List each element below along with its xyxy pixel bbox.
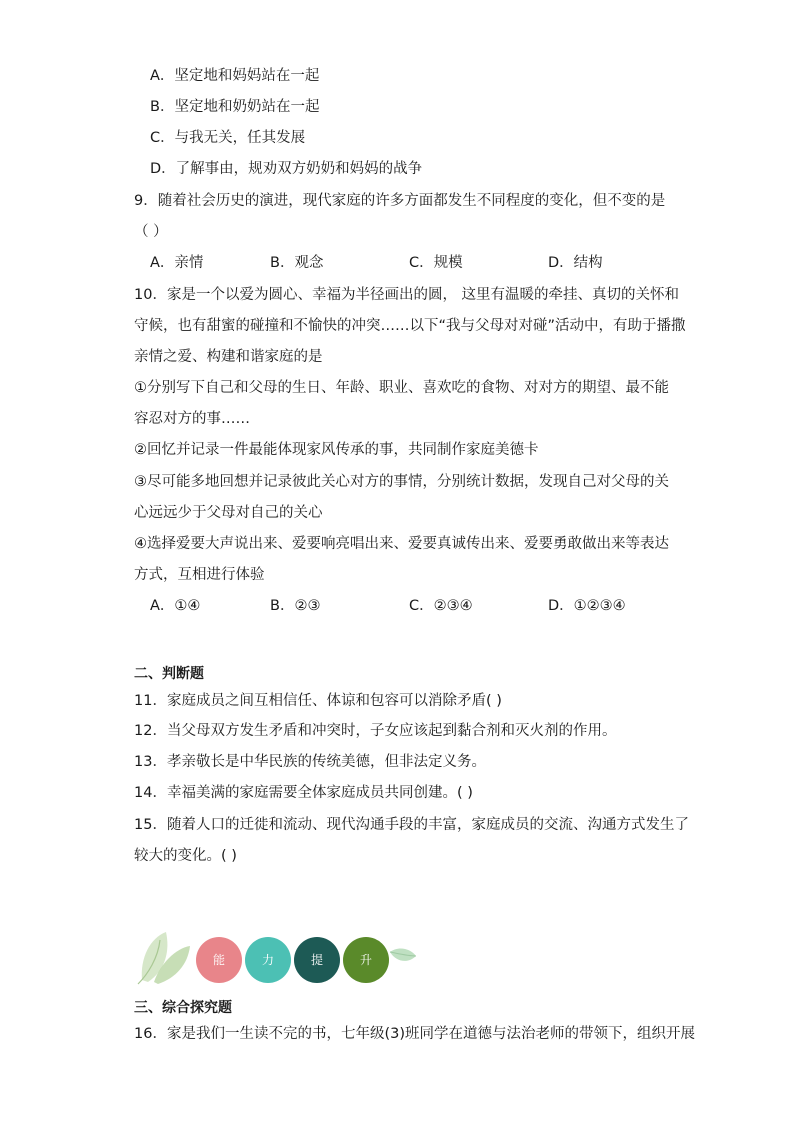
section-3-heading: 三、综合探究题 — [134, 1000, 232, 1016]
q10-line-10: 方式，互相进行体验 — [134, 567, 265, 583]
q10-option-d: D．①②③④ — [548, 598, 626, 614]
q9-option-c: C．规模 — [409, 255, 463, 271]
banner-circle-3: 提 — [294, 937, 340, 983]
section-2-heading: 二、判断题 — [134, 666, 204, 682]
q15-line1: 15．随着人口的迁徙和流动、现代沟通手段的丰富，家庭成员的交流、沟通方式发生了 — [134, 817, 689, 833]
q10-line-4: ①分别写下自己和父母的生日、年龄、职业、喜欢吃的食物、对对方的期望、最不能 — [134, 380, 669, 396]
q10-option-b: B．②③ — [270, 598, 321, 614]
banner-circle-1: 能 — [196, 937, 242, 983]
q10-option-a: A．①④ — [150, 598, 201, 614]
q14: 14．幸福美满的家庭需要全体家庭成员共同创建。( ) — [134, 785, 473, 801]
q9-stem-line2: （ ） — [134, 224, 168, 240]
q10-option-c: C．②③④ — [409, 598, 473, 614]
q9-stem-line1: 9．随着社会历史的演进，现代家庭的许多方面都发生不同程度的变化，但不变的是 — [134, 193, 666, 209]
q8-option-b: B．坚定地和奶奶站在一起 — [150, 99, 320, 115]
q10-line-6: ②回忆并记录一件最能体现家风传承的事，共同制作家庭美德卡 — [134, 442, 539, 458]
q12: 12．当父母双方发生矛盾和冲突时，子女应该起到黏合剂和灭火剂的作用。 — [134, 723, 617, 739]
q10-line-2: 守候，也有甜蜜的碰撞和不愉快的冲突……以下“我与父母对对碰”活动中，有助于播撒 — [134, 318, 686, 334]
q8-option-a: A．坚定地和妈妈站在一起 — [150, 68, 320, 84]
q8-option-c: C．与我无关，任其发展 — [150, 130, 306, 146]
q16-line1: 16．家是我们一生读不完的书，七年级(3)班同学在道德与法治老师的带领下，组织开展 — [134, 1026, 695, 1042]
banner-circle-4: 升 — [343, 937, 389, 983]
q11: 11．家庭成员之间互相信任、体谅和包容可以消除矛盾( ) — [134, 693, 502, 709]
q10-line-3: 亲情之爱、构建和谐家庭的是 — [134, 349, 323, 365]
banner-circle-2: 力 — [245, 937, 291, 983]
q10-line-7: ③尽可能多地回想并记录彼此关心对方的事情，分别统计数据，发现自己对父母的关 — [134, 474, 669, 490]
q10-line-1: 10．家是一个以爱为圆心、幸福为半径画出的圆， 这里有温暖的牵挂、真切的关怀和 — [134, 287, 680, 303]
q10-line-5: 容忍对方的事…… — [134, 411, 250, 427]
q15-line2: 较大的变化。( ) — [134, 848, 237, 864]
q9-option-d: D．结构 — [548, 255, 603, 271]
q10-line-8: 心远远少于父母对自己的关心 — [134, 505, 323, 521]
q8-option-d: D．了解事由，规劝双方奶奶和妈妈的战争 — [150, 161, 423, 177]
q9-option-a: A．亲情 — [150, 255, 204, 271]
q9-option-b: B．观念 — [270, 255, 324, 271]
q10-line-9: ④选择爱要大声说出来、爱要响亮唱出来、爱要真诚传出来、爱要勇敢做出来等表达 — [134, 536, 669, 552]
q13: 13．孝亲敬长是中华民族的传统美德，但非法定义务。 — [134, 754, 486, 770]
